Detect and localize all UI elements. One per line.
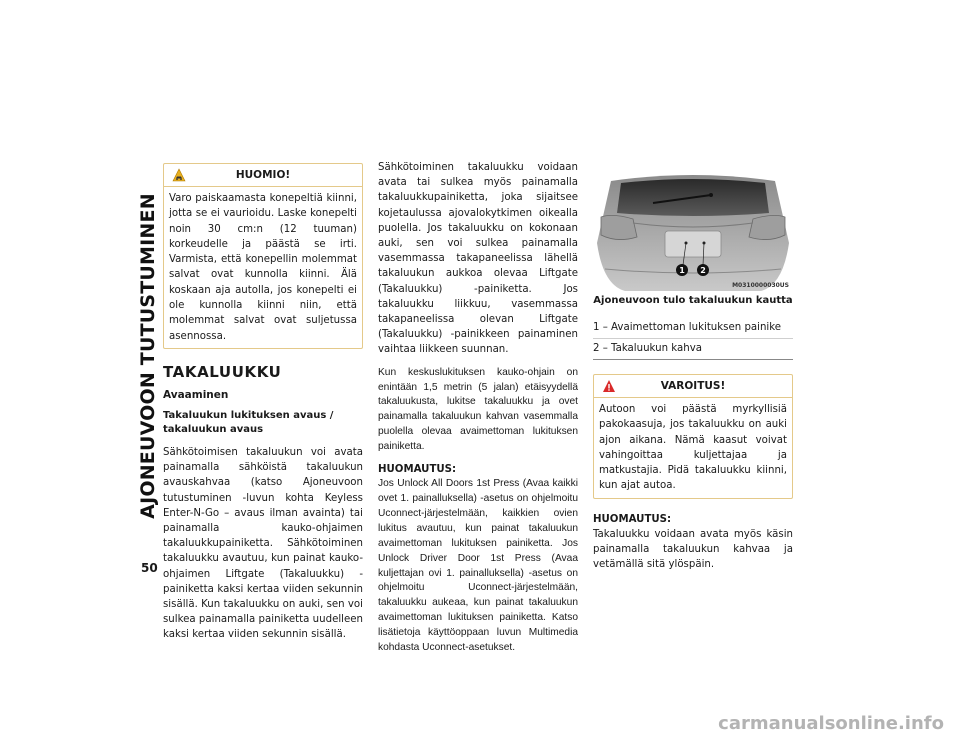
watermark: carmanualsonline.info: [718, 713, 944, 734]
figure-caption: Ajoneuvoon tulo takaluukun kautta: [593, 295, 793, 306]
warning-title: VAROITUS!: [660, 380, 726, 392]
figure-legend: [593, 318, 793, 360]
liftgate-figure: [593, 173, 793, 291]
figure-code: M0310000030US: [732, 282, 789, 289]
col3-note-text: Takaluukku voidaan avata myös käsin painamalla takaluukun kahvaa ja vetämällä sitä ylöspäin.: [593, 528, 793, 571]
callout-2: 2: [700, 266, 706, 275]
page-number: 50: [141, 561, 158, 575]
col2-note-text: Jos Unlock All Doors 1st Press (Avaa kaikki ovet 1. painalluksella) -asetus on ohjelmoitu Uconnect-järjestelmään, kaikkien ovien lukitus avautuu, kun painat takaluukun avaimettoman lukituksen painiketta. Jos Unlock Driver Door 1st Press (Avaa kuljettajan ovi 1. painalluksella) -asetus on ohjelmoitu Uconnect-järjestelmään, takaluukku aukeaa, kun painat takaluukun avaimettoman lukituksen painiketta. Katso lisätietoja käyttöoppaan luvun Multimedia kohdasta Uconnect-asetukset.: [378, 478, 578, 654]
notice-header: [164, 164, 362, 187]
legend-item: 1 – Avaimettoman lukituksen painike: [593, 318, 793, 339]
notice-text: Varo paiskaamasta konepeltiä kiinni, jotta se ei vaurioidu. Laske konepelti noin 30 cm:n (12 tuuman) korkeudelle ja päästä se irti. Varmista, että konepellin molemmat salvat ovat kunnolla kiinni. Älä koskaan aja autolla, jos konepelti ei ole kunnolla kiinni niin, että molemmat salvat ovat suljetussa asennossa.: [169, 193, 357, 342]
col2-note-title: HUOMAUTUS:: [378, 464, 457, 476]
subheading: Avaaminen: [163, 388, 229, 401]
legend-item: 2 – Takaluukun kahva: [593, 339, 793, 360]
column-2: [378, 160, 578, 664]
column-1: [163, 163, 363, 651]
sub-subheading: Takaluukun lukituksen avaus / takaluukun avaus: [163, 409, 334, 435]
liftgate-illustration: [593, 173, 793, 291]
warning-box: [593, 374, 793, 499]
callout-1: 1: [679, 266, 685, 275]
notice-box: [163, 163, 363, 349]
notice-title: HUOMIO!: [235, 169, 291, 181]
col3-note-title: HUOMAUTUS:: [593, 513, 672, 525]
section-heading: TAKALUUKKU: [163, 362, 282, 381]
car-caution-icon: [172, 168, 186, 182]
column-3: [593, 163, 793, 580]
warning-header: [594, 375, 792, 398]
col1-paragraph: Sähkötoimisen takaluukun voi avata painamalla sähköistä takaluukun avauskahvaa (katso Ajoneuvoon tutustuminen -luvun kohta Keyless Enter-N-Go – avaus ilman avainta) tai painamalla kauko-ohjaimen takaluukkupainiketta. Sähkötoiminen takaluukku avautuu, kun painat kauko-ohjaimen Liftgate (Takaluukku) -painiketta kaksi kertaa viiden sekunnin sisällä. Kun takaluukku on auki, sen voi sulkea painamalla painiketta uudelleen kaksi kertaa viiden sekunnin sisällä.: [163, 446, 363, 641]
section-tab: [137, 171, 159, 541]
warning-icon: [602, 379, 616, 393]
section-tab-label: AJONEUVOON TUTUSTUMINEN: [137, 193, 160, 519]
warning-text: Autoon voi päästä myrkyllisiä pakokaasuja, jos takaluukku on auki ajon aikana. Nämä kaasut voivat vahingoittaa kuljettajaa ja matkustajia. Pidä takaluukku kiinni, kun ajat autoa.: [599, 404, 787, 492]
col2-paragraph-2: Kun keskuslukituksen kauko-ohjain on enintään 1,5 metrin (5 jalan) etäisyydellä takaluukusta, lukitse takaluukku ja ovet painamalla takaluukun kahvan vasemmalla puolella olevaa avaimettoman lukituksen painiketta.: [378, 366, 578, 453]
col2-paragraph-1: Sähkötoiminen takaluukku voidaan avata tai sulkea myös painamalla takaluukkupainiketta, joka sijaitsee kojetaulussa ajovalokytkimen oikealla puolella. Jos takaluukku on kokonaan auki, sen voi sulkea painamalla vasemmassa takapaneelissa lähellä takaluukun aukkoa olevaa Liftgate (Takaluukku) -painiketta. Jos takaluukku liikkuu, vasemmassa takapaneelissa olevan Liftgate (Takaluukku) -painikkeen painaminen vaihtaa liikkeen suunnan.: [378, 162, 578, 356]
